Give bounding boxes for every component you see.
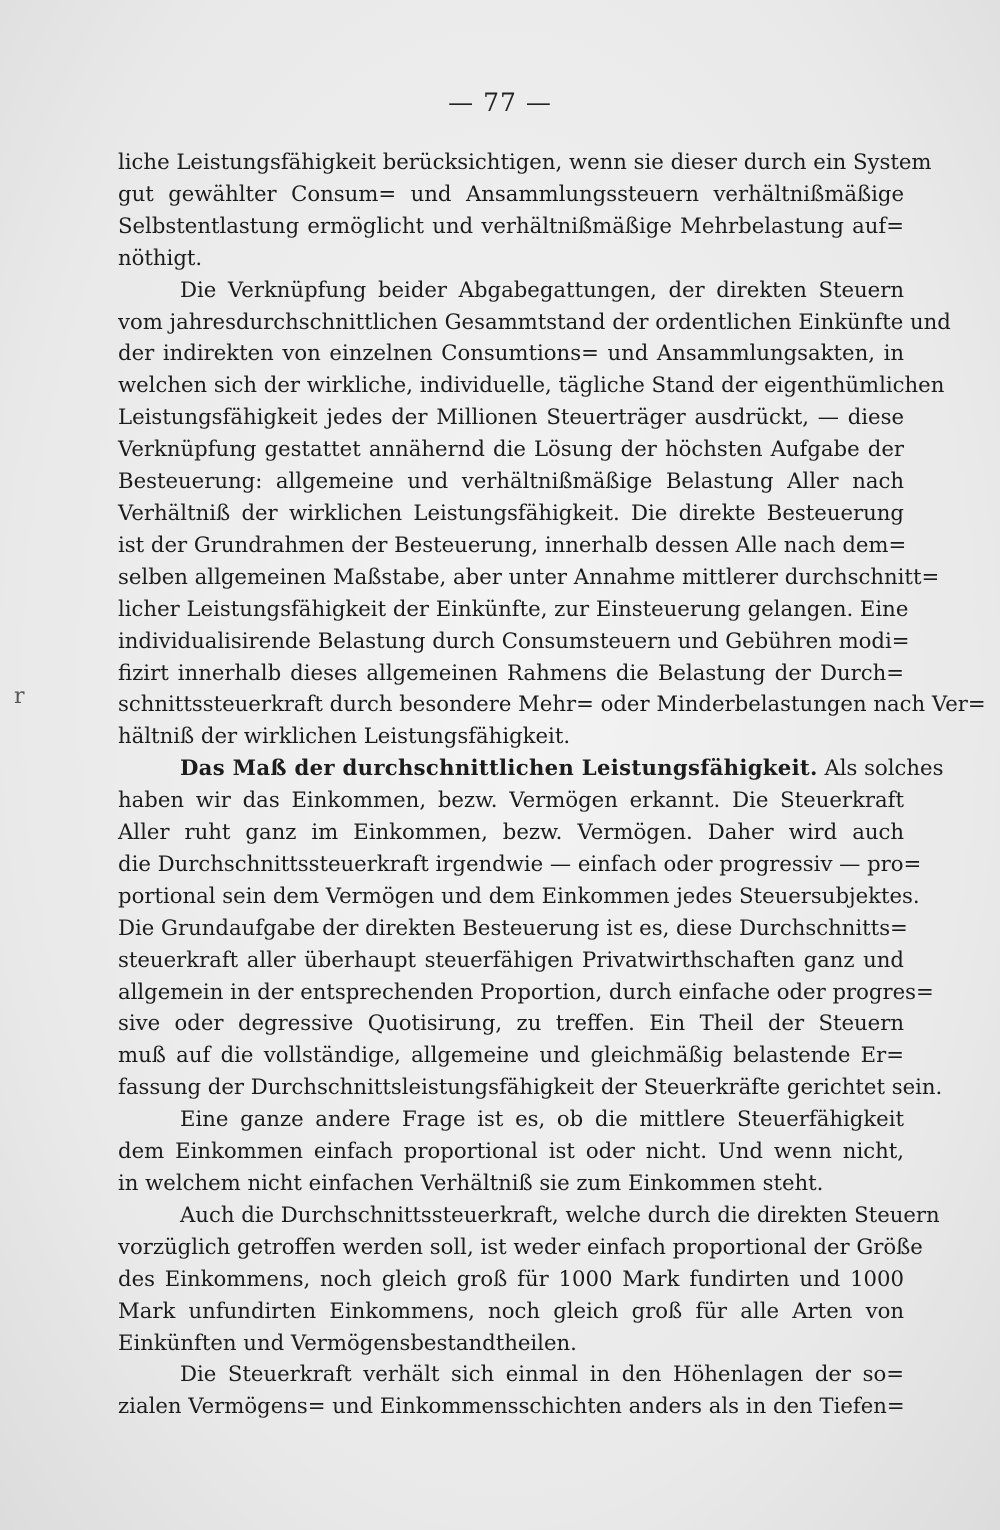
text-line: zialen Vermögens= und Einkommensschichten anders als in den Tiefen= (118, 1393, 905, 1419)
text-line: Mark unfundirten Einkommens, noch gleich groß für alle Arten von (118, 1297, 904, 1323)
paragraph-1 (118, 146, 932, 274)
text-line: nöthigt. (118, 244, 203, 270)
text-line: ist der Grundrahmen der Besteuerung, innerhalb dessen Alle nach dem= (118, 531, 907, 557)
text-line: vorzüglich getroffen werden soll, ist weder einfach proportional der Größe (118, 1233, 923, 1259)
text-line: fizirt innerhalb dieses allgemeinen Rahmens die Belastung der Durch= (118, 659, 904, 685)
text-line: welchen sich der wirkliche, individuelle, tägliche Stand der eigenthümlichen (118, 372, 945, 398)
text-line: Die Grundaufgabe der direkten Besteuerung ist es, diese Durchschnitts= (118, 914, 908, 940)
text-line: in welchem nicht einfachen Verhältniß sie zum Einkommen steht. (118, 1170, 824, 1195)
text-line: individualisirende Belastung durch Consumsteuern und Gebühren modi= (118, 627, 910, 653)
text-line: Die Steuerkraft verhält sich einmal in den Höhenlagen der so= (180, 1361, 904, 1387)
body-text (118, 146, 986, 1422)
text-line: liche Leistungsfähigkeit berücksichtigen, wenn sie dieser durch ein System (118, 149, 932, 174)
text-line: Verhältniß der wirklichen Leistungsfähigkeit. Die direkte Besteuerung (118, 499, 904, 525)
text-line: gut gewählter Consum= und Ansammlungssteuern verhältnißmäßige (118, 180, 904, 206)
paragraph-2 (118, 274, 986, 753)
text-line: steuerkraft aller überhaupt steuerfähigen Privatwirthschaften ganz und (118, 946, 904, 972)
text-line: Eine ganze andere Frage ist es, ob die mittlere Steuerfähigkeit (180, 1106, 904, 1132)
text-line: der indirekten von einzelnen Consumtions= und Ansammlungsakten, in (118, 340, 904, 366)
text-line: haben wir das Einkommen, bezw. Vermögen erkannt. Die Steuerkraft (118, 787, 904, 813)
paragraph-5 (118, 1199, 940, 1359)
text-line: Verknüpfung gestattet annähernd die Lösung der höchsten Aufgabe der (118, 436, 904, 462)
text-line: die Durchschnittssteuerkraft irgendwie — einfach oder progressiv — pro= (118, 850, 922, 876)
text-line: allgemein in der entsprechenden Proportion, durch einfache oder progres= (118, 978, 934, 1004)
text-line: selben allgemeinen Maßstabe, aber unter Annahme mittlerer durchschnitt= (118, 563, 940, 589)
text-line: Besteuerung: allgemeine und verhältnißmäßige Belastung Aller nach (118, 468, 904, 494)
text-line: Leistungsfähigkeit jedes der Millionen Steuerträger ausdrückt, — diese (118, 404, 904, 430)
text-line: Die Verknüpfung beider Abgabegattungen, der direkten Steuern (180, 276, 904, 302)
heading-continuation: Als solches (824, 755, 944, 781)
paragraph-4 (118, 1103, 904, 1199)
text-line: sive oder degressive Quotisirung, zu treffen. Ein Theil der Steuern (118, 1010, 904, 1036)
page-number: — 77 — (448, 88, 552, 117)
text-line: Einkünften und Vermögensbestandtheilen. (118, 1329, 577, 1355)
text-line: muß auf die vollständige, allgemeine und gleichmäßig belastende Er= (118, 1042, 904, 1068)
margin-mark: r (14, 684, 25, 709)
text-line: schnittssteuerkraft durch besondere Mehr= oder Minderbelastungen nach Ver= (118, 691, 986, 717)
text-line: Selbstentlastung ermöglicht und verhältnißmäßige Mehrbelastung auf= (118, 212, 904, 238)
text-line: portional sein dem Vermögen und dem Einkommen jedes Steuersubjektes. (118, 882, 920, 908)
section-heading: Das Maß der durchschnittlichen Leistungsfähigkeit. (180, 755, 818, 781)
paragraph-6 (118, 1358, 904, 1422)
text-line: licher Leistungsfähigkeit der Einkünfte, zur Einsteuerung gelangen. Eine (118, 595, 909, 621)
text-line: des Einkommens, noch gleich groß für 1000 Mark fundirten und 1000 (118, 1265, 904, 1291)
text-line: fassung der Durchschnittsleistungsfähigkeit der Steuerkräfte gerichtet sein. (118, 1074, 943, 1100)
text-line: Aller ruht ganz im Einkommen, bezw. Vermögen. Daher wird auch (118, 819, 904, 845)
text-line: hältniß der wirklichen Leistungsfähigkeit. (118, 723, 571, 749)
text-line: dem Einkommen einfach proportional ist oder nicht. Und wenn nicht, (118, 1138, 904, 1164)
text-line-with-heading (118, 752, 944, 784)
paragraph-3 (118, 752, 944, 1103)
text-line: Auch die Durchschnittssteuerkraft, welche durch die direkten Steuern (180, 1201, 940, 1227)
text-line: vom jahresdurchschnittlichen Gesammtstand der ordentlichen Einkünfte und (118, 308, 951, 334)
